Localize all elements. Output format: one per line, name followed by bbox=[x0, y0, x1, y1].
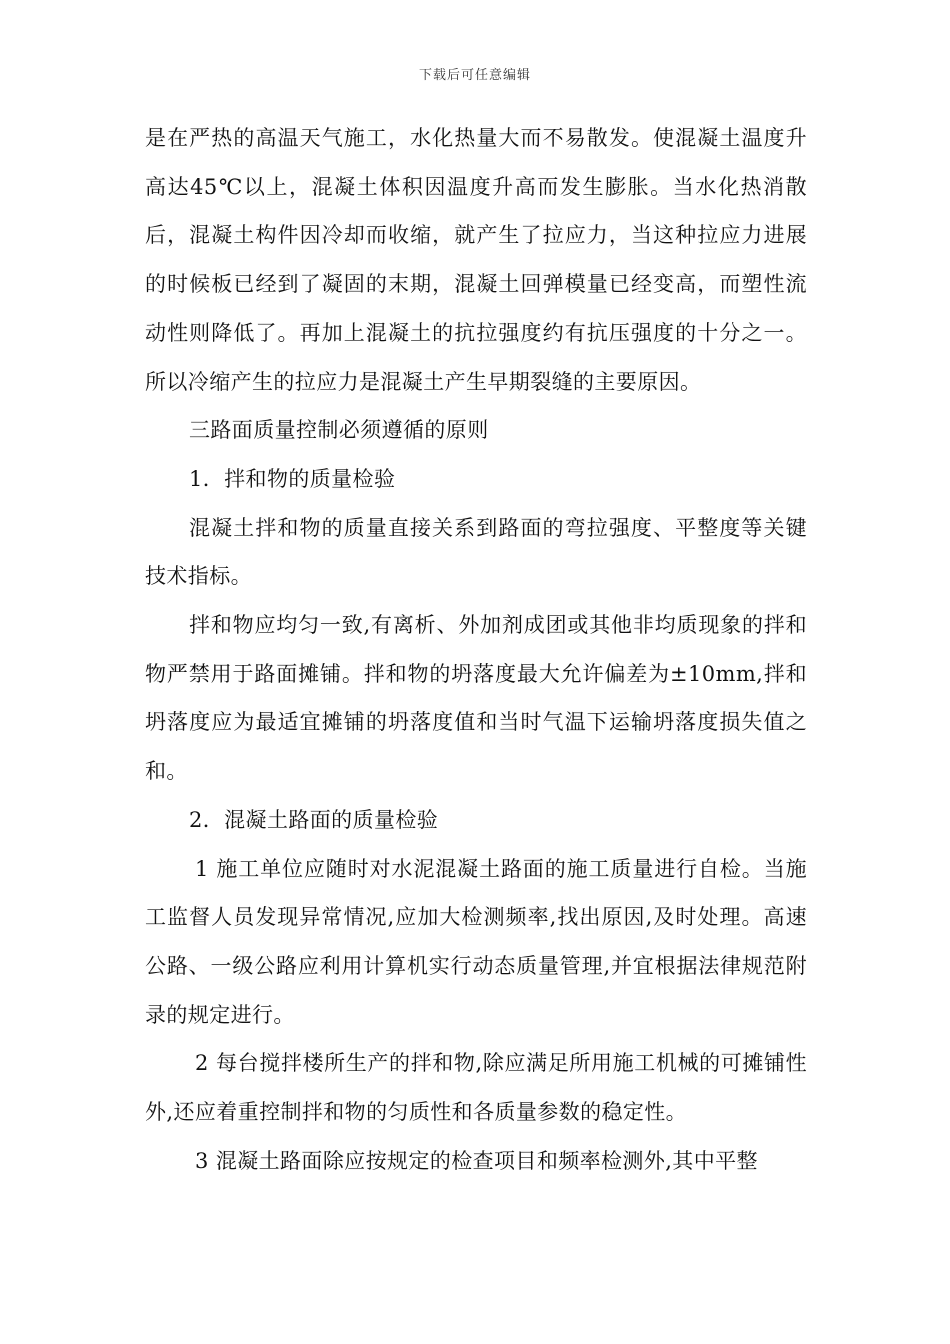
section-heading: 三路面质量控制必须遵循的原则 bbox=[189, 418, 489, 443]
list-item-3: 3 混凝土路面除应按规定的检查项目和频率检测外,其中平整 bbox=[195, 1148, 758, 1173]
page-header-note: 下载后可任意编辑 bbox=[418, 68, 531, 83]
paragraph-continuation: 是在严热的高温天气施工，水化热量大而不易散发。使混凝土温度升高达45℃以上，混凝土体积因温度升高而发生膨胀。当水化热消散后，混凝土构件因冷却而收缩，就产生了拉应力，当这种拉应力进展的时候板已经到了凝固的末期，混凝土回弹模量已经变高，而塑性流动性则降低了。再加上混凝土的抗拉强度约有抗压强度的十分之一。所以冷缩产生的拉应力是混凝土产生早期裂缝的主要原因。 bbox=[145, 126, 807, 394]
document-body bbox=[145, 114, 807, 1185]
paragraph: 混凝土拌和物的质量直接关系到路面的弯拉强度、平整度等关键技术指标。 bbox=[145, 515, 807, 589]
list-item-2: 2 每台搅拌楼所生产的拌和物,除应满足所用施工机械的可摊铺性外,还应着重控制拌和物的匀质性和各质量参数的稳定性。 bbox=[145, 1051, 807, 1125]
paragraph: 拌和物应均匀一致,有离析、外加剂成团或其他非均质现象的拌和物严禁用于路面摊铺。拌和物的坍落度最大允许偏差为±10mm,拌和坍落度应为最适宜摊铺的坍落度值和当时气温下运输坍落度损失值之和。 bbox=[145, 613, 807, 784]
list-item-1: 1 施工单位应随时对水泥混凝土路面的施工质量进行自检。当施工监督人员发现异常情况,应加大检测频率,找出原因,及时处理。高速公路、一级公路应利用计算机实行动态质量管理,并宜根据法律规范附录的规定进行。 bbox=[145, 856, 807, 1027]
subsection-heading-2: 2．混凝土路面的质量检验 bbox=[189, 807, 439, 832]
subsection-heading-1: 1．拌和物的质量检验 bbox=[189, 466, 396, 491]
